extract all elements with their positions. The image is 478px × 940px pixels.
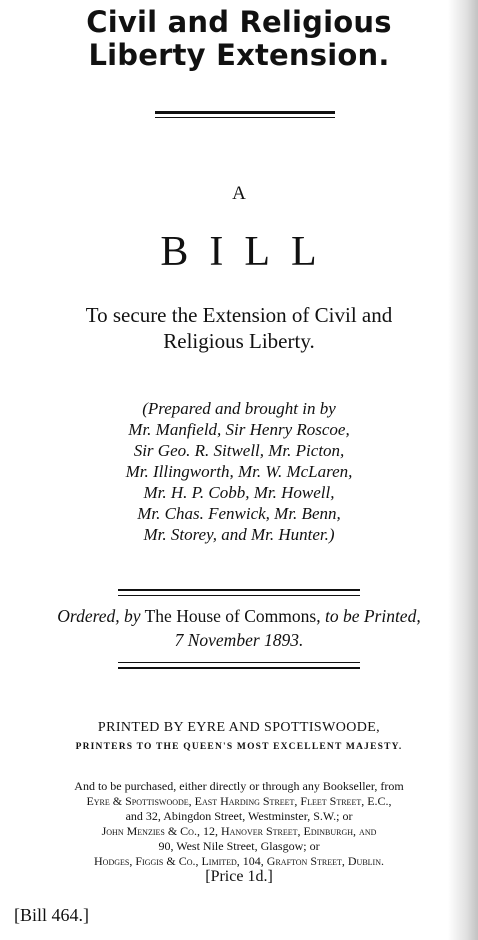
purchase-line: and 32, Abingdon Street, Westminster, S.W.; or bbox=[125, 809, 353, 823]
prepared-line: (Prepared and brought in by bbox=[142, 399, 336, 418]
purchase-line: Eyre & Spottiswoode, East Harding Street, Fleet Street, E.C., bbox=[86, 794, 392, 808]
purchase-line: 90, West Nile Street, Glasgow; or bbox=[158, 839, 320, 853]
prepared-line: Mr. H. P. Cobb, Mr. Howell, bbox=[143, 483, 335, 502]
bill-number: [Bill 464.] bbox=[14, 905, 89, 925]
ordered-by: Ordered, by bbox=[57, 606, 141, 626]
prepared-line: Mr. Chas. Fenwick, Mr. Benn, bbox=[137, 504, 341, 523]
to-be-printed: to be Printed, bbox=[324, 606, 421, 626]
bill-article: A bbox=[232, 183, 246, 204]
price: [Price 1d.] bbox=[205, 868, 273, 885]
order-divider-bottom bbox=[118, 662, 360, 669]
order-divider-top bbox=[118, 589, 360, 596]
purpose-line-1: To secure the Extension of Civil and bbox=[85, 303, 393, 327]
purpose-line-2: Religious Liberty. bbox=[163, 329, 315, 353]
purchase-line: Hodges, Figgis & Co., Limited, 104, Grafton Street, Dublin. bbox=[94, 854, 384, 868]
purchase-info bbox=[0, 779, 478, 869]
order-date: 7 November 1893. bbox=[174, 630, 304, 650]
house-name: The House of Commons, bbox=[144, 606, 321, 626]
prepared-line: Mr. Storey, and Mr. Hunter.) bbox=[143, 525, 335, 544]
prepared-line: Mr. Illingworth, Mr. W. McLaren, bbox=[125, 462, 353, 481]
prepared-line: Sir Geo. R. Sitwell, Mr. Picton, bbox=[133, 441, 345, 460]
bill-heading: BILL bbox=[160, 229, 338, 275]
printed-by: PRINTED BY EYRE AND SPOTTISWOODE, bbox=[97, 720, 381, 735]
bill-purpose bbox=[0, 302, 478, 354]
purchase-line: John Menzies & Co., 12, Hanover Street, Edinburgh, and bbox=[101, 824, 377, 838]
order-statement bbox=[0, 604, 478, 652]
title-line-1: Civil and Religious bbox=[86, 5, 392, 39]
title-line-2: Liberty Extension. bbox=[88, 38, 390, 72]
printers-to: PRINTERS TO THE QUEEN'S MOST EXCELLENT MAJESTY. bbox=[75, 742, 403, 752]
document-title bbox=[0, 6, 478, 72]
order-line-1 bbox=[0, 604, 478, 628]
purchase-line: And to be purchased, either directly or through any Bookseller, from bbox=[74, 779, 404, 793]
prepared-by-block bbox=[0, 398, 478, 545]
title-divider bbox=[155, 111, 335, 118]
prepared-line: Mr. Manfield, Sir Henry Roscoe, bbox=[128, 420, 350, 439]
